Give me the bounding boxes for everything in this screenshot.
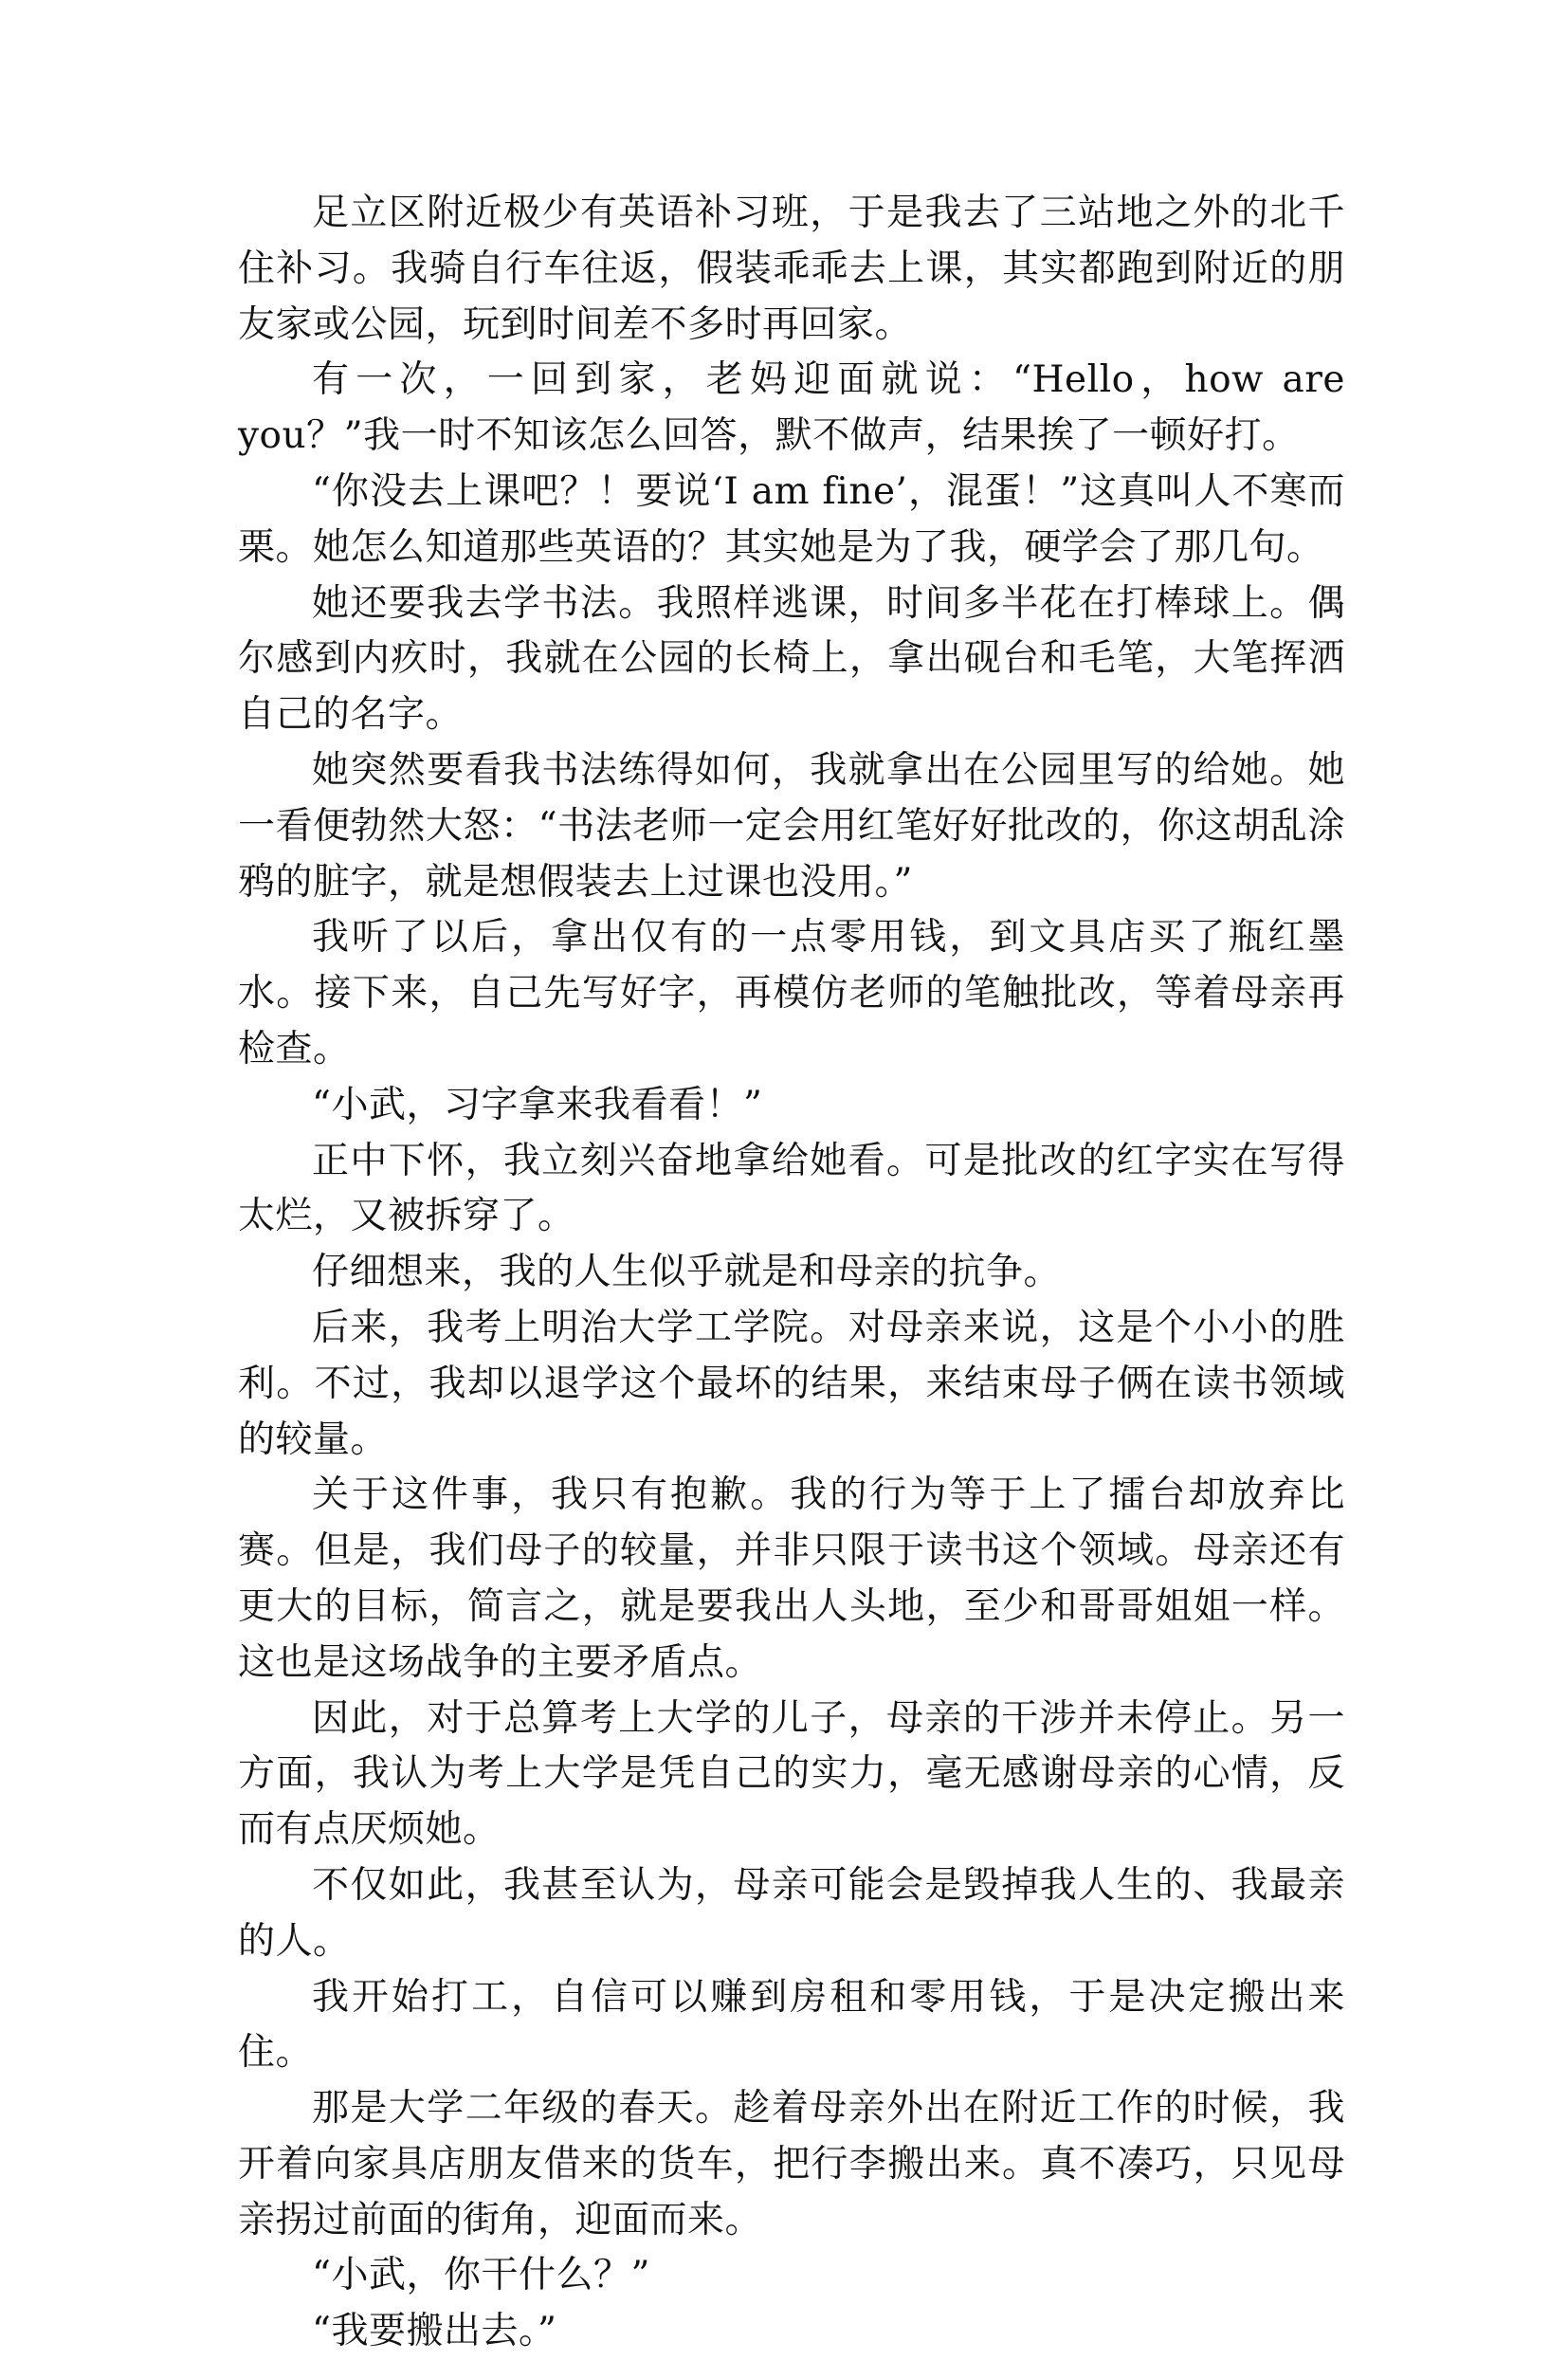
paragraph: 后来，我考上明治大学工学院。对母亲来说，这是个小小的胜利。不过，我却以退学这个最坏的结果，来结束母子俩在读书领域的较量。 <box>238 1306 1345 1461</box>
paragraph: 因此，对于总算考上大学的儿子，母亲的干涉并未停止。另一方面，我认为考上大学是凭自己的实力，毫无感谢母亲的心情，反而有点厌烦她。 <box>238 1696 1345 1852</box>
paragraph: 那是大学二年级的春天。趁着母亲外出在附近工作的时候，我开着向家具店朋友借来的货车，把行李搬出来。真不凑巧，只见母亲拐过前面的街角，迎面而来。 <box>238 2087 1345 2241</box>
paragraph: 仔细想来，我的人生似乎就是和母亲的抗争。 <box>312 1251 1062 1294</box>
paragraph: 我听了以后，拿出仅有的一点零用钱，到文具店买了瓶红墨水。接下来，自己先写好字，再模仿老师的笔触批改，等着母亲再检查。 <box>238 916 1345 1070</box>
paragraph: 足立区附近极少有英语补习班，于是我去了三站地之外的北千住补习。我骑自行车往返，假装乖乖去上课，其实都跑到附近的朋友家或公园，玩到时间差不多时再回家。 <box>238 192 1345 346</box>
paragraph: 她还要我去学书法。我照样逃课，时间多半花在打棒球上。偶尔感到内疚时，我就在公园的长椅上，拿出砚台和毛笔，大笔挥洒自己的名字。 <box>238 581 1345 737</box>
paragraph: “你没去上课吧？！要说‘I am fine’，混蛋！”这真叫人不寒而栗。她怎么知道那些英语的？其实她是为了我，硬学会了那几句。 <box>238 469 1345 569</box>
paragraph: 关于这件事，我只有抱歉。我的行为等于上了擂台却放弃比赛。但是，我们母子的较量，并非只限于读书这个领域。母亲还有更大的目标，简言之，就是要我出人头地，至少和哥哥姐姐一样。这也是这场战争的主要矛盾点。 <box>238 1473 1345 1684</box>
paragraph: “小武，你干什么？” <box>312 2254 650 2297</box>
paragraph: 有一次，一回到家，老妈迎面就说：“Hello，how are you？”我一时不知该怎么回答，默不做声，结果挨了一顿好打。 <box>238 358 1345 458</box>
paragraph: 她突然要看我书法练得如何，我就拿出在公园里写的给她。她一看便勃然大怒：“书法老师一定会用红笔好好批改的，你这胡乱涂鸦的脏字，就是想假装去上过课也没用。” <box>238 748 1345 904</box>
paragraph: “我要搬出去。” <box>312 2310 557 2353</box>
paragraph: 我开始打工，自信可以赚到房租和零用钱，于是决定搬出来住。 <box>238 1975 1345 2075</box>
paragraph: “小武，习字拿来我看看！” <box>312 1083 763 1126</box>
paragraph: 不仅如此，我甚至认为，母亲可能会是毁掉我人生的、我最亲的人。 <box>238 1863 1345 1963</box>
body-text <box>238 186 1345 2360</box>
paragraph: 正中下怀，我立刻兴奋地拿给她看。可是批改的红字实在写得太烂，又被拆穿了。 <box>238 1139 1345 1238</box>
